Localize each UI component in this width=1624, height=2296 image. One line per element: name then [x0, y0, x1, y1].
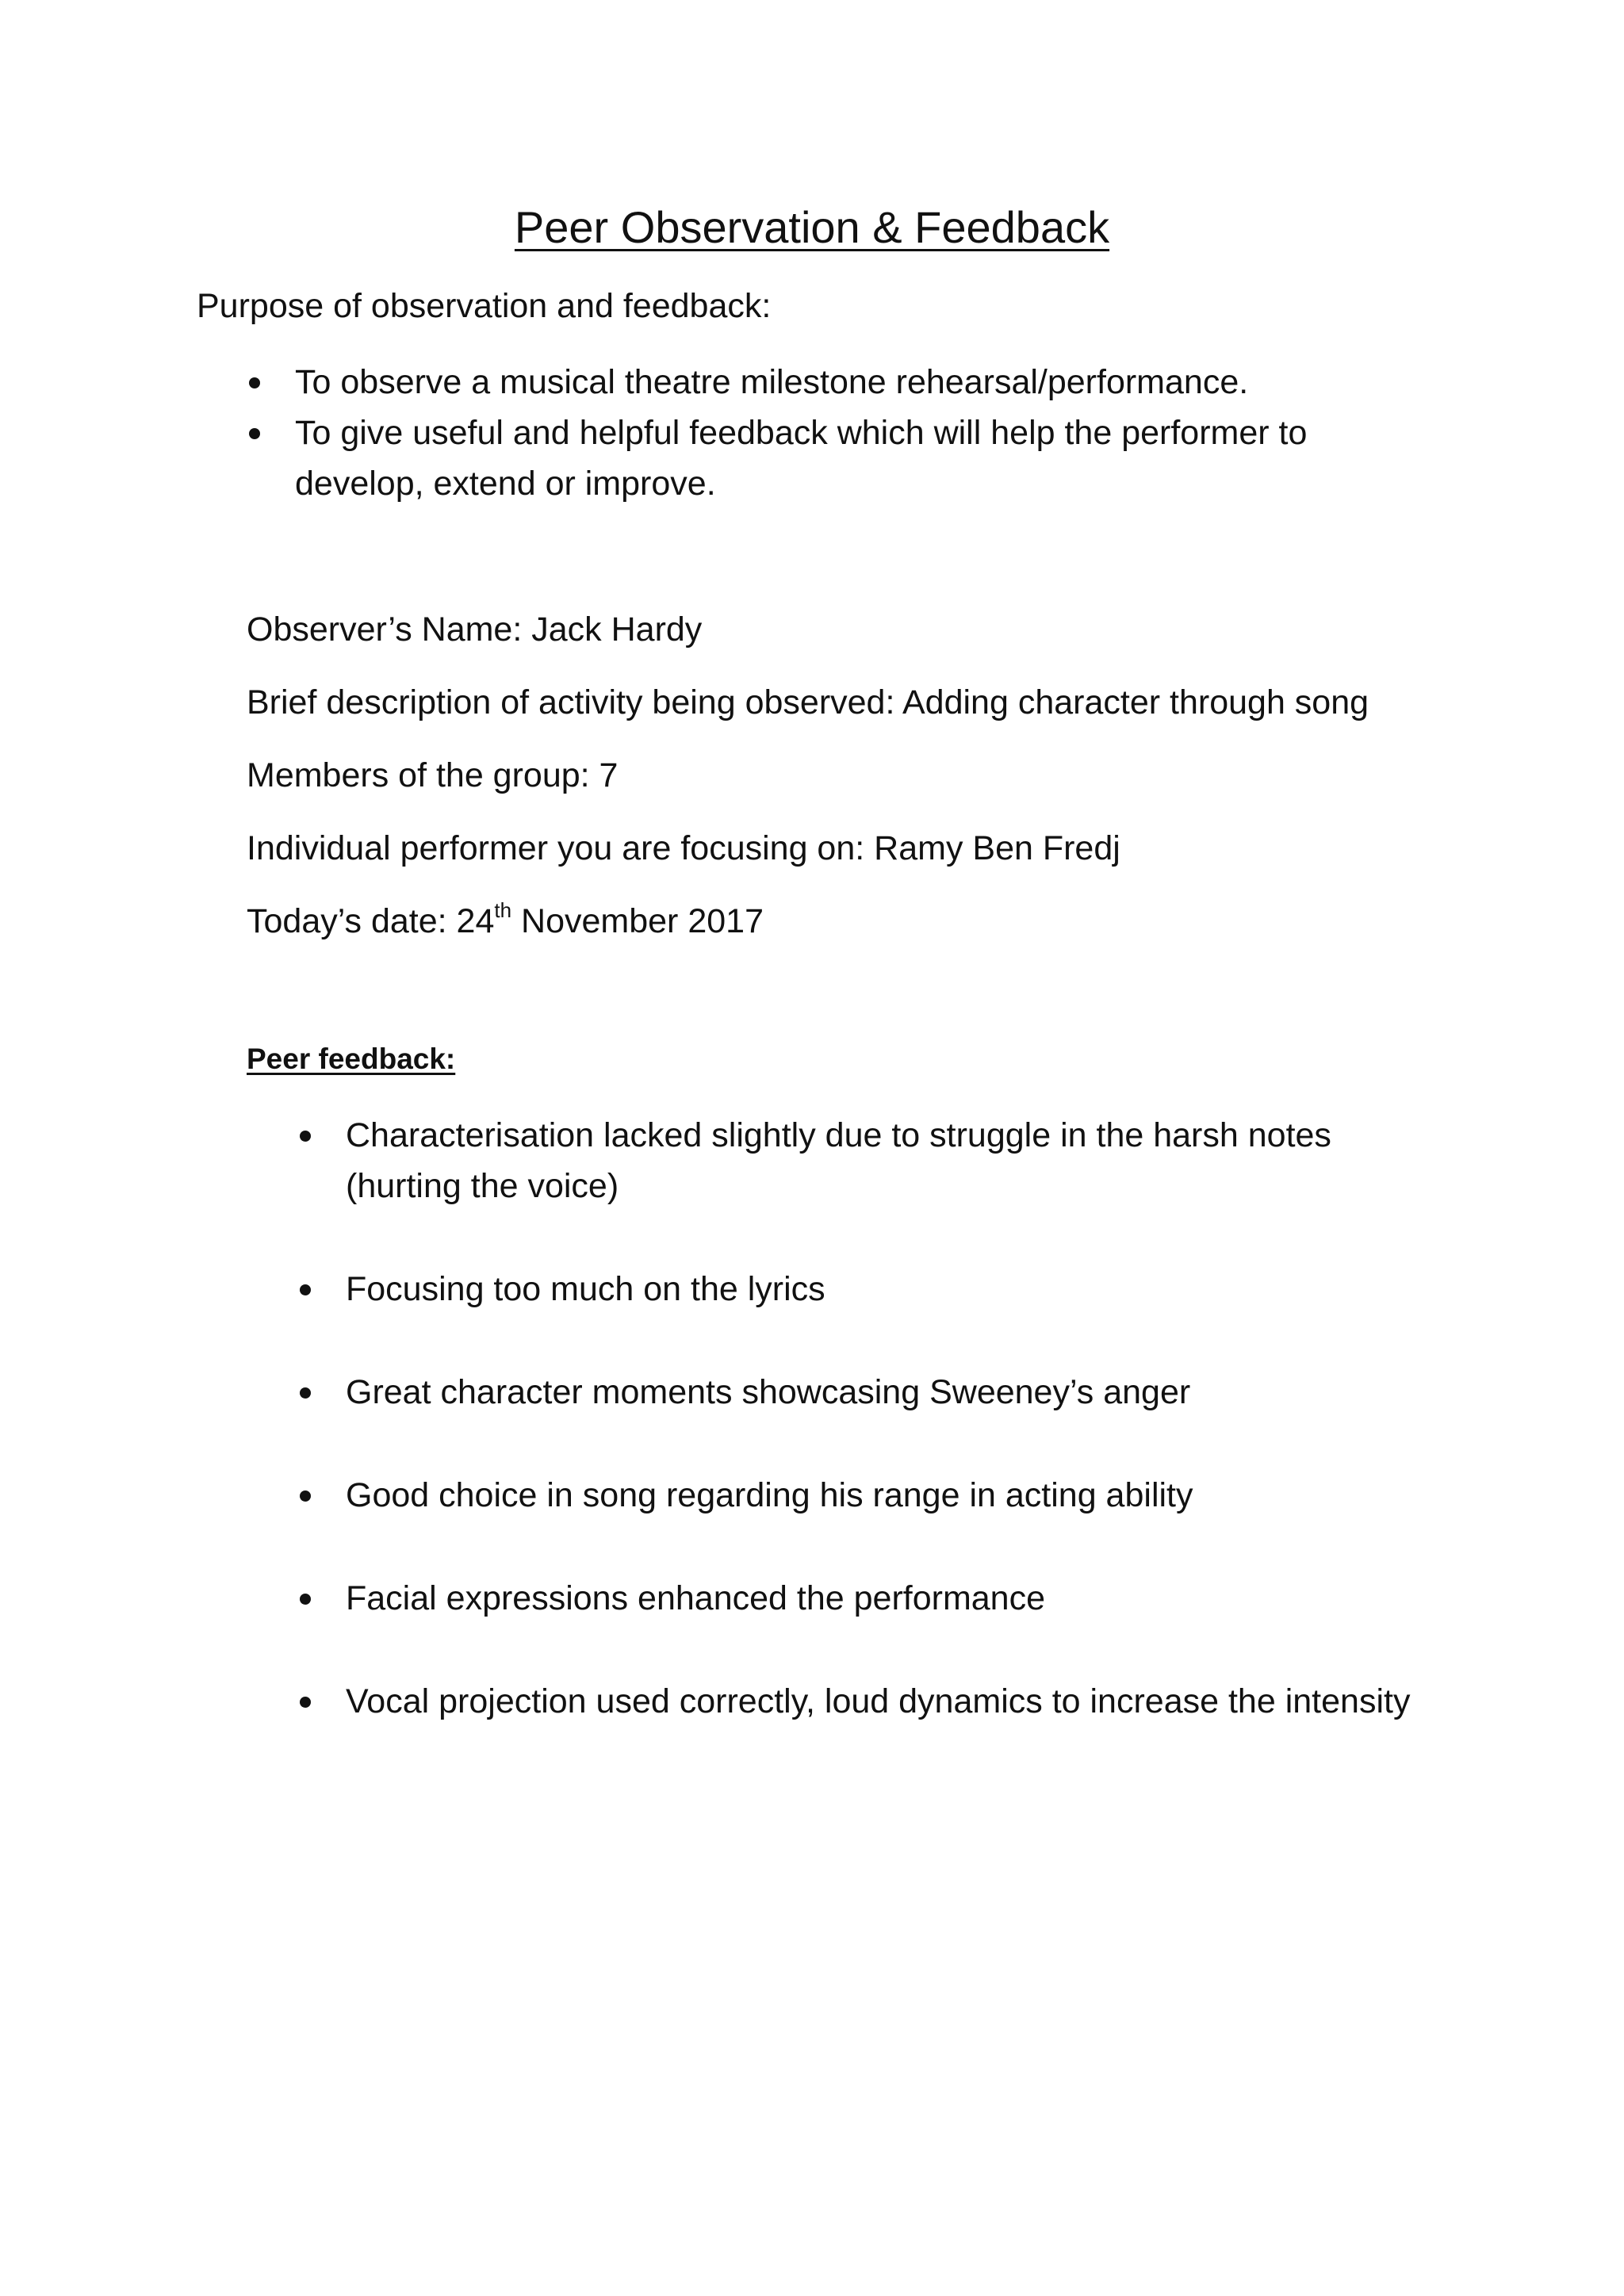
- activity-description: Brief description of activity being observed: Adding character through song: [247, 683, 1369, 721]
- list-item: [346, 1367, 1448, 1418]
- observer-name: Observer’s Name: Jack Hardy: [247, 610, 703, 649]
- list-item: [346, 1676, 1448, 1727]
- feedback-item-text: Vocal projection used correctly, loud dynamics to increase the intensity: [346, 1682, 1411, 1720]
- feedback-item-text: Characterisation lacked slightly due to struggle in the harsh notes (hurting the voice): [346, 1116, 1331, 1205]
- purpose-label: Purpose of observation and feedback:: [197, 287, 772, 325]
- purpose-item-text: To observe a musical theatre milestone rehearsal/performance.: [295, 363, 1249, 401]
- list-item: [346, 1573, 1448, 1624]
- bullet-icon: [300, 1284, 311, 1295]
- list-item: [346, 1264, 1448, 1314]
- peer-feedback-label: Peer feedback:: [247, 1043, 456, 1075]
- purpose-item-text: To give useful and helpful feedback which will help the performer to develop, extend or improve.: [295, 414, 1308, 503]
- date-ordinal: th: [494, 897, 512, 922]
- peer-feedback-list: [346, 1110, 1448, 1779]
- focus-performer: Individual performer you are focusing on: Ramy Ben Fredj: [247, 829, 1120, 867]
- page-title: Peer Observation & Feedback: [514, 202, 1110, 252]
- list-item: [295, 408, 1445, 509]
- bullet-icon: [300, 1594, 311, 1605]
- purpose-list: [295, 357, 1445, 509]
- feedback-item-text: Focusing too much on the lyrics: [346, 1270, 825, 1308]
- bullet-icon: [300, 1697, 311, 1708]
- group-members: Members of the group: 7: [247, 756, 619, 794]
- bullet-icon: [249, 377, 260, 388]
- list-item: [346, 1110, 1448, 1211]
- date-suffix: November 2017: [511, 902, 764, 940]
- date-prefix: Today’s date: 24: [247, 902, 495, 940]
- bullet-icon: [300, 1387, 311, 1399]
- feedback-item-text: Facial expressions enhanced the performance: [346, 1579, 1046, 1617]
- bullet-icon: [300, 1490, 311, 1502]
- bullet-icon: [249, 428, 260, 439]
- list-item: [295, 357, 1445, 408]
- list-item: [346, 1470, 1448, 1521]
- todays-date: [247, 899, 764, 943]
- feedback-item-text: Great character moments showcasing Sweeney’s anger: [346, 1373, 1191, 1411]
- feedback-item-text: Good choice in song regarding his range in acting ability: [346, 1476, 1193, 1514]
- bullet-icon: [300, 1131, 311, 1142]
